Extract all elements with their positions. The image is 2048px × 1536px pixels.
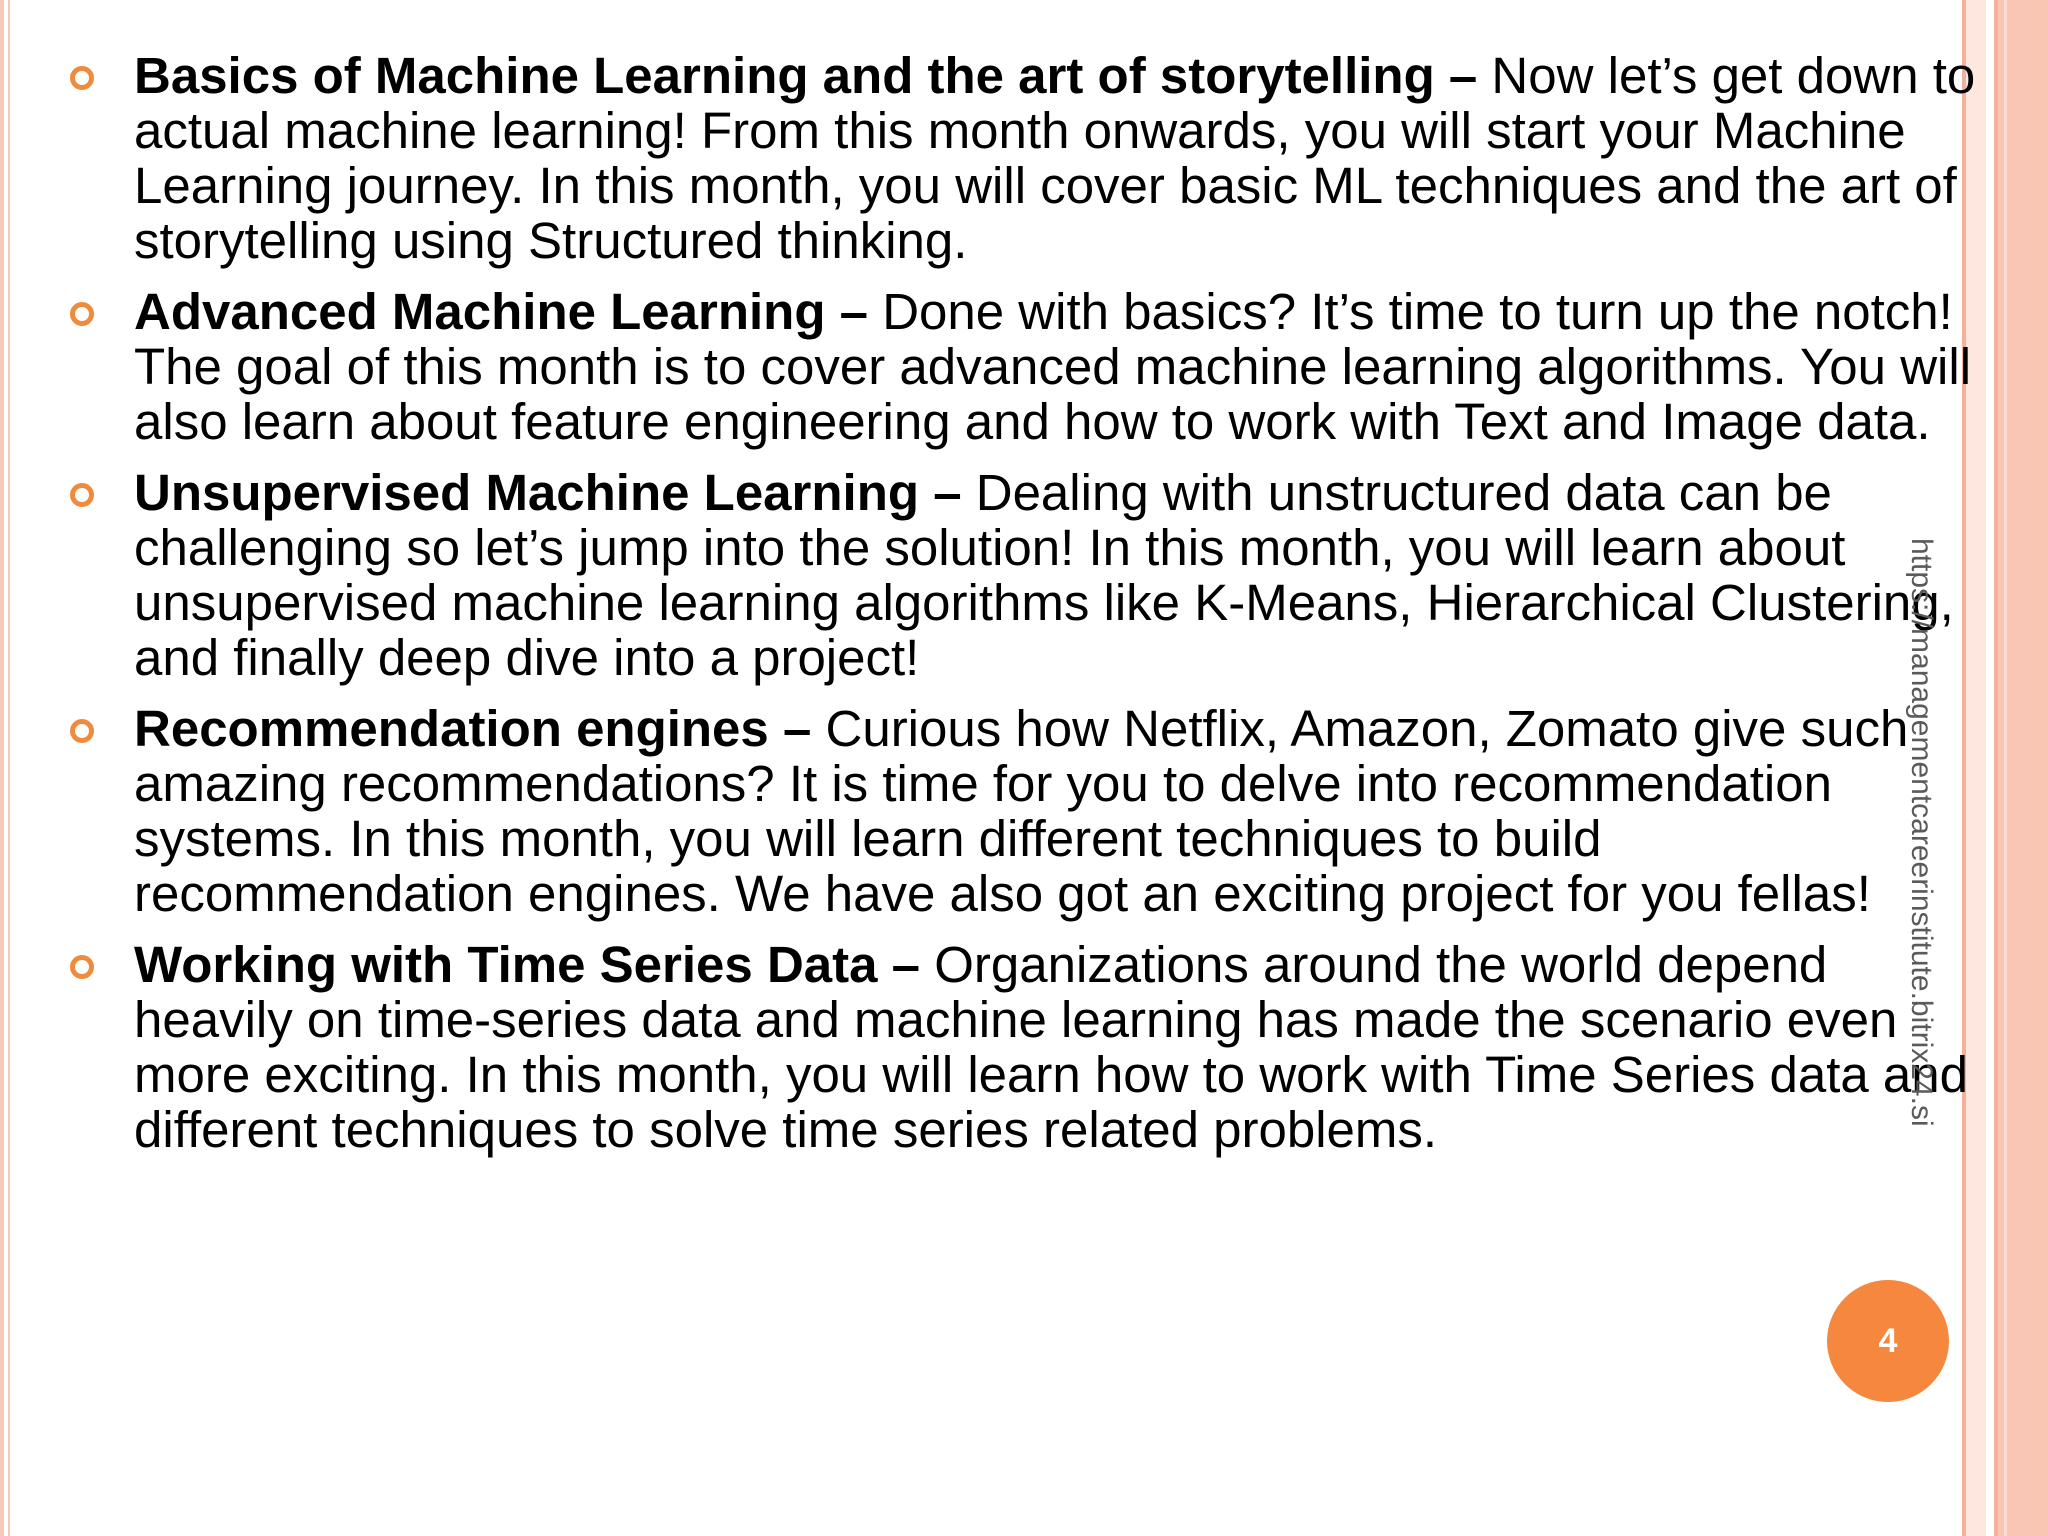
bullet-title: Basics of Machine Learning and the art of storytelling –	[134, 47, 1478, 104]
bullet-text: Dealing with unstructured data can be challenging so let’s jump into the solution! In this month, you will learn about unsupervised machine learning algorithms like K-Means, Hierarchical Clustering, and finally deep dive into a project!	[134, 464, 1954, 686]
ring-bullet-icon	[70, 302, 94, 326]
bullet-item	[68, 701, 1978, 921]
bullet-item	[68, 465, 1978, 685]
bullet-text: Curious how Netflix, Amazon, Zomato give such amazing recommendations? It is time for you to delve into recommendation systems. In this month, you will learn different techniques to build recommendation engines. We have also got an exciting project for you fellas!	[134, 700, 1909, 922]
bullet-title: Working with Time Series Data –	[134, 936, 921, 993]
left-frame-stripe	[0, 0, 4, 1536]
bullet-title: Recommendation engines –	[134, 700, 812, 757]
bullet-title: Advanced Machine Learning –	[134, 283, 869, 340]
bullet-title: Unsupervised Machine Learning –	[134, 464, 962, 521]
bullet-item	[68, 284, 1978, 449]
side-url-link[interactable]: https://managementcareerinstitute.bitrix24.si	[1905, 538, 1938, 1127]
page-number-badge: 4	[1827, 1280, 1949, 1402]
ring-bullet-icon	[70, 483, 94, 507]
ring-bullet-icon	[70, 955, 94, 979]
slide-body	[68, 48, 1978, 1173]
bullet-text: Now let’s get down to actual machine learning! From this month onwards, you will start your Machine Learning journey. In this month, you will cover basic ML techniques and the art of storytelling using Structured thinking.	[134, 47, 1976, 269]
ring-bullet-icon	[70, 719, 94, 743]
left-frame-stripe-thin	[8, 0, 10, 1536]
bullet-item	[68, 48, 1978, 268]
bullet-text: Done with basics? It’s time to turn up the notch! The goal of this month is to cover advanced machine learning algorithms. You will also learn about feature engineering and how to work with Text and Image data.	[134, 283, 1972, 450]
ring-bullet-icon	[70, 66, 94, 90]
bullet-text: Organizations around the world depend heavily on time-series data and machine learning has made the scenario even more exciting. In this month, you will learn how to work with Time Series data and different techniques to solve time series related problems.	[134, 936, 1968, 1158]
right-frame-inner-line	[2004, 0, 2007, 1536]
bullet-item	[68, 937, 1978, 1157]
